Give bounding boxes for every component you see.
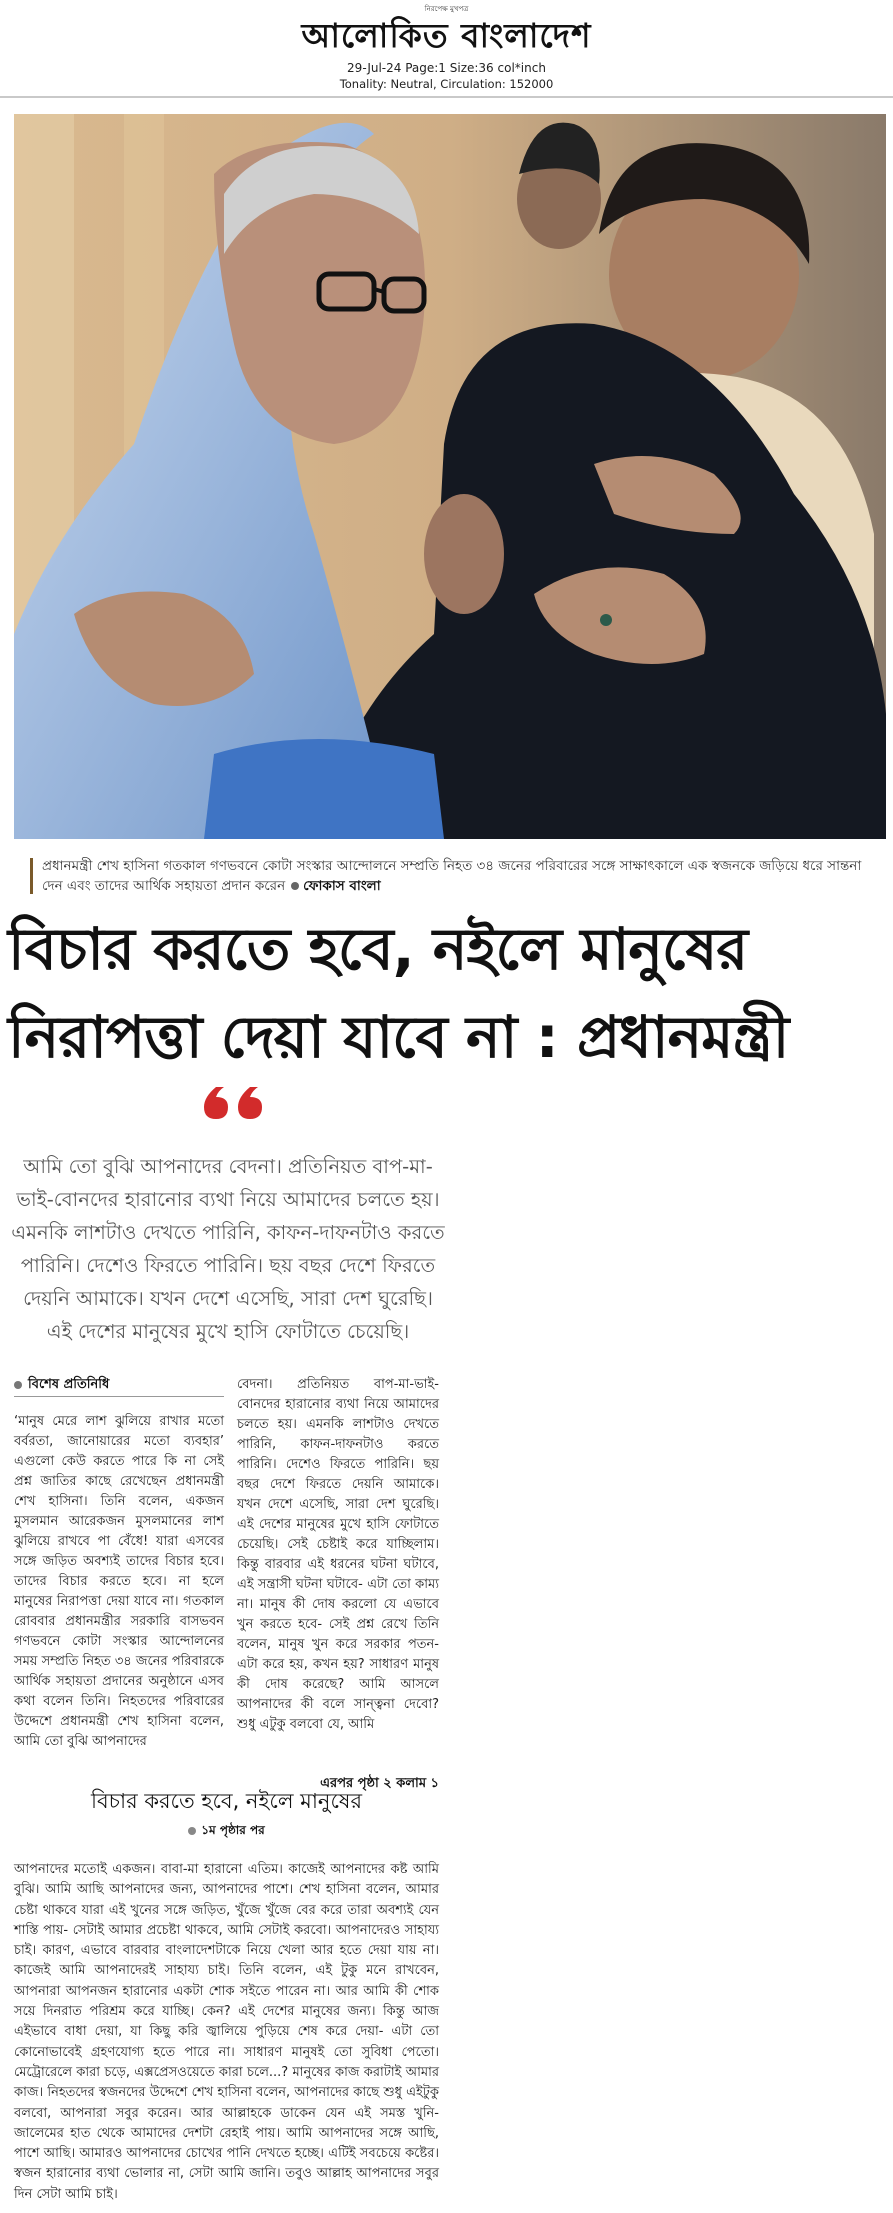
main-headline xyxy=(8,905,888,1081)
headline-line1: বিচার করতে হবে, নইলে মানুষের xyxy=(8,915,748,983)
article-column-1: ‘মানুষ মেরে লাশ ঝুলিয়ে রাখার মতো বর্বরতা, জানোয়ারের মতো ব্যবহার’ এগুলো কেউ করতে পারে কি না সেই প্রশ্ন জাতির কাছে রেখেছেন প্রধানমন্ত্রী শেখ হাসিনা। তিনি বলেন, একজন মুসলমান আরেকজন মুসলমানের লাশ ঝুলিয়ে রাখবে পা বেঁধে! যারা এসবের সঙ্গে জড়িত অবশ্যই তাদের বিচার হবে। তাদের বিচার করতে হবে। না হলে মানুষের নিরাপত্তা দেয়া যাবে না। গতকাল রোববার প্রধানমন্ত্রীর সরকারি বাসভবন গণভবনে কোটা সংস্কার আন্দোলনের সময় সম্প্রতি নিহত ৩৪ জনের পরিবারকে আর্থিক সহায়তা প্রদানের অনুষ্ঠানে এসব কথা বলেন তিনি। নিহতদের পরিবারের উদ্দেশে প্রধানমন্ত্রী শেখ হাসিনা বলেন, আমি তো বুঝি আপনাদের xyxy=(14,1414,224,1749)
clipping-meta-line1: 29-Jul-24 Page:1 Size:36 col*inch xyxy=(347,61,546,75)
clipping-meta-line2: Tonality: Neutral, Circulation: 152000 xyxy=(339,77,554,91)
headline-line2: নিরাপত্তা দেয়া যাবে না : প্রধানমন্ত্রী xyxy=(8,1003,789,1071)
news-photo xyxy=(14,114,886,839)
photo-caption xyxy=(30,856,885,896)
masthead-tagline: নিরপেক্ষ মুখপত্র xyxy=(424,5,469,13)
byline xyxy=(14,1375,109,1396)
newspaper-logo: আলোকিত বাংলাদেশ xyxy=(301,16,592,55)
masthead-divider xyxy=(0,96,893,98)
credit-dot-icon xyxy=(291,882,299,890)
photo-credit: ফোকাস বাংলা xyxy=(303,878,381,894)
quote-mark-icon xyxy=(200,1083,270,1127)
byline-divider xyxy=(14,1396,224,1397)
byline-dot-icon xyxy=(14,1381,22,1389)
byline-text: বিশেষ প্রতিনিধি xyxy=(28,1377,110,1392)
continued-on-label: এরপর পৃষ্ঠা ২ কলাম ১ xyxy=(320,1776,439,1791)
continuation-from-text: ১ম পৃষ্ঠার পর xyxy=(201,1823,265,1837)
pull-quote: আমি তো বুঝি আপনাদের বেদনা। প্রতিনিয়ত বাপ-মা-ভাই-বোনদের হারানোর ব্যথা নিয়ে আমাদের চলতে হয়। এমনকি লাশটাও দেখতে পারিনি, কাফন-দাফনটাও করতে পারিনি। দেশেও ফিরতে পারিনি। ছয় বছর দেশে ফিরতে দেয়নি আমাকে। যখন দেশে এসেছি, সারা দেশ ঘুরেছি। এই দেশের মানুষের মুখে হাসি ফোটাতে চেয়েছি। xyxy=(11,1155,445,1343)
continuation-from-label xyxy=(14,1822,439,1842)
continuation-body: আপনাদের মতোই একজন। বাবা-মা হারানো এতিম। কাজেই আপনাদের কষ্ট আমি বুঝি। আমি আছি আপনাদের জন্য, আপনাদের পাশে। শেখ হাসিনা বলেন, আমার চেষ্টা থাকবে যারা এই খুনের সঙ্গে জড়িত, খুঁজে খুঁজে বের করে তারা অবশ্যই যেন শাস্তি পায়- সেটাই আমার প্রচেষ্টা থাকবে, আমি সেটাই করবো। আপনাদেরও সাহায্য চাই। কারণ, এভাবে বারবার বাংলাদেশটাকে নিয়ে খেলা আর হতে দেয়া যায় না। কাজেই আমি আপনাদেরই সাহায্য চাই। তিনি বলেন, এই টুকু মনে রাখবেন, আপনারা আপনজন হারানোর একটা শোক সইতে পারেন না। আর আমি কী শোক সয়ে দিনরাত পরিশ্রম করে যাচ্ছি। কেন? এই দেশের মানুষের জন্য। কিন্তু আজ এইভাবে বাধা দেয়া, যা কিছু করি জ্বালিয়ে পুড়িয়ে শেষ করে দেয়া- এটা তো কোনোভাবেই গ্রহণযোগ্য হতে পারে না। সাধারণ মানুষই তো সুবিধা পেতো। মেট্রোরেলে কারা চড়ে, এক্সপ্রেসওয়েতে কারা চলে...? মানুষের কাজ করাটাই আমার কাজ। নিহতদের স্বজনদের উদ্দেশে শেখ হাসিনা বলেন, আপনাদের কাছে শুধু এইটুকু বলবো, আপনারা সবুর করেন। আর আল্লাহকে ডাকেন যেন এই সমস্ত খুনি-জালেমের হাত থেকে আমাদের দেশটা রেহাই পায়। আমি আপনাদের সঙ্গে আছি, পাশে আছি। আমারও আপনাদের চোখের পানি দেখতে হচ্ছে। এটিই সবচেয়ে কষ্টের। স্বজন হারানোর ব্যথা ভোলার না, সেটা আমি জানি। তবুও আল্লাহ আপনাদের সবুর দিন সেটা আমি চাই। xyxy=(14,1862,439,2202)
continuation-headline: বিচার করতে হবে, নইলে মানুষের xyxy=(90,1789,363,1813)
continuation-dot-icon xyxy=(188,1827,196,1835)
photo-caption-text: প্রধানমন্ত্রী শেখ হাসিনা গতকাল গণভবনে কোটা সংস্কার আন্দোলনে সম্প্রতি নিহত ৩৪ জনের পরিবারের সঙ্গে সাক্ষাৎকালে এক স্বজনকে জড়িয়ে ধরে সান্তনা দেন এবং তাদের আর্থিক সহায়তা প্রদান করেন xyxy=(42,858,862,894)
article-column-2: বেদনা। প্রতিনিয়ত বাপ-মা-ভাই-বোনদের হারানোর ব্যথা নিয়ে আমাদের চলতে হয়। এমনকি লাশটাও দেখতে পারিনি, কাফন-দাফনটাও করতে পারিনি। দেশেও ফিরতে পারিনি। ছয় বছর দেশে ফিরতে দেয়নি আমাকে। যখন দেশে এসেছি, সারা দেশ ঘুরেছি। এই দেশের মানুষের মুখে হাসি ফোটাতে চেয়েছি। সেই চেষ্টাই করে যাচ্ছিলাম। কিন্তু বারবার এই ধরনের ঘটনা ঘটাবে, এই সন্ত্রাসী ঘটনা ঘটাবে- এটা তো কাম্য না। মানুষ কী দোষ করলো যে এভাবে খুন করতে হবে- সেই প্রশ্ন রেখে তিনি বলেন, মানুষ খুন করে সরকার পতন- এটা করে হয়, কখন হয়? সাধারণ মানুষ কী দোষ করেছে? আমি আসলে আপনাদের কী বলে সান্ত্বনা দেবো? শুধু এটুকু বলবো যে, আমি xyxy=(237,1377,439,1732)
masthead xyxy=(0,0,893,96)
